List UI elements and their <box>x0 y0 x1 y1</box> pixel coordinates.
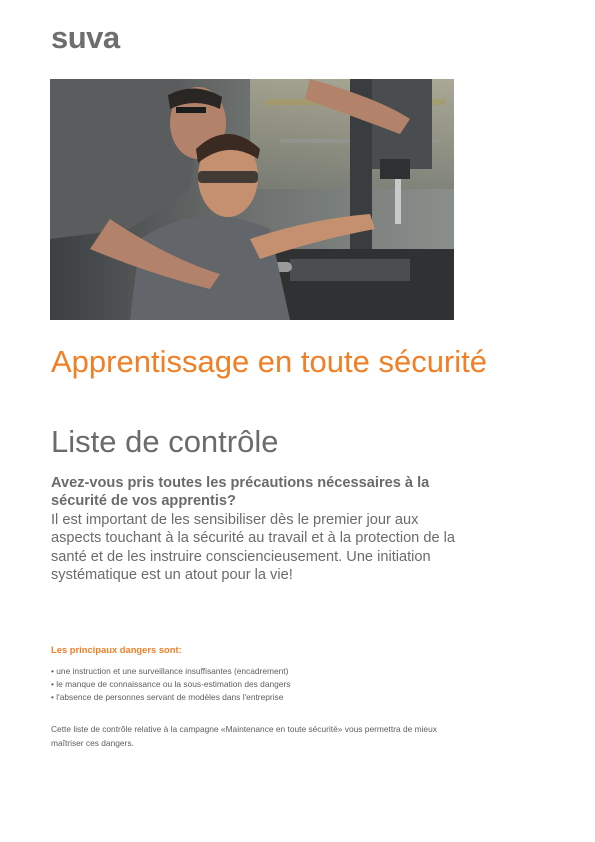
closing-text: Cette liste de contrôle relative à la campagne «Maintenance en toute sécurité» vous permettra de mieux maîtriser ces dangers. <box>51 724 437 748</box>
suva-logo: suva <box>51 20 120 55</box>
list-item: • une instruction et une surveillance insuffisantes (encadrement) <box>51 665 290 678</box>
hero-photo <box>50 79 454 320</box>
title-main: Apprentissage en toute sécurité <box>51 344 487 379</box>
intro-text: Il est important de les sensibiliser dès le premier jour aux aspects touchant à la sécurité au travail et à la protection de la santé et de les instruire consciencieusement. Une initiation systématique est un atout pour la vie! <box>51 512 456 584</box>
intro-question: Avez-vous pris toutes les précautions nécessaires à la sécurité de vos apprentis? <box>51 475 430 509</box>
dangers-heading: Les principaux dangers sont: <box>51 644 182 655</box>
photo-illustration <box>50 79 454 320</box>
title-subtitle: Liste de contrôle <box>51 424 279 459</box>
list-item: • le manque de connaissance ou la sous-estimation des dangers <box>51 678 290 691</box>
list-item: • l'absence de personnes servant de modèles dans l'entreprise <box>51 691 290 704</box>
dangers-list <box>51 665 290 704</box>
